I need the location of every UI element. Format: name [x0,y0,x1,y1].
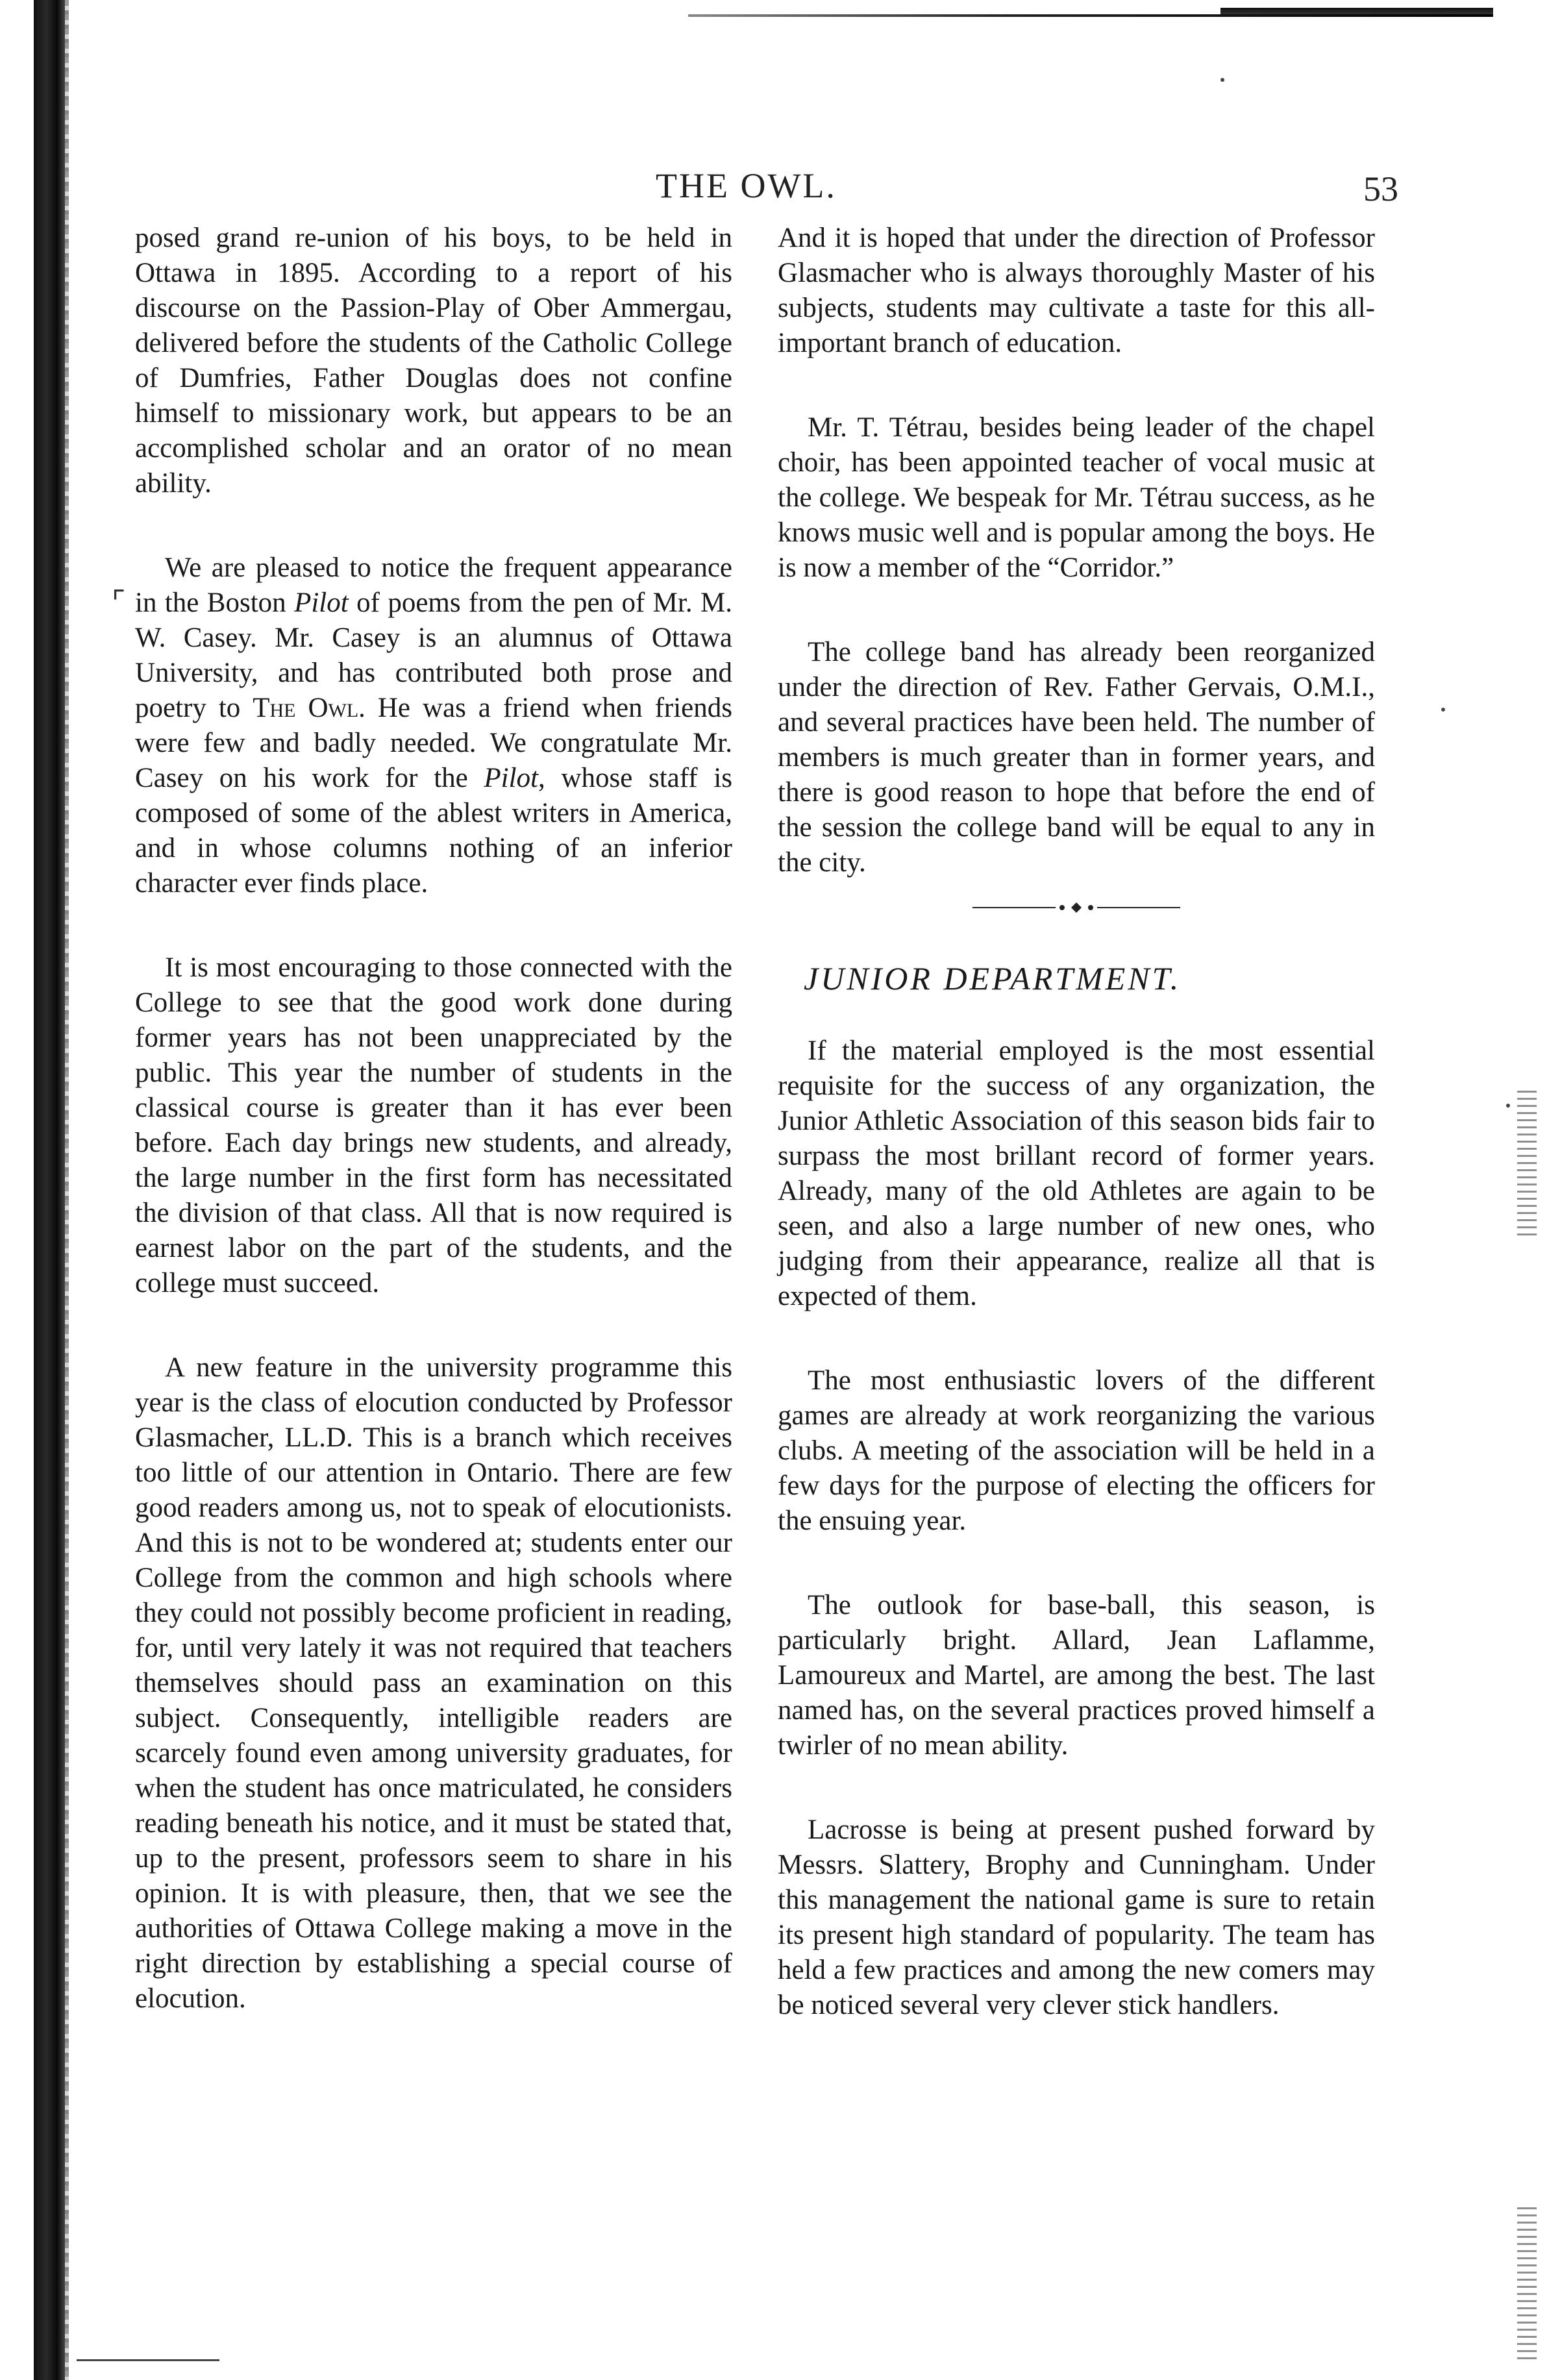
paragraph-encouraging: It is most encouraging to those connected with the College to see that the good work done during former years has not been unappreciated by the public. This year the number of students in the classical course is greater than it has ever been before. Each day brings new students, and already, the large number in the first form has necessitated the division of that class. All that is now required is earnest labor on the part of the students, and the college must succeed. [135,952,732,1298]
margin-checkmark: ⌜ [112,586,126,619]
paragraph-tetrau: Mr. T. Tétrau, besides being leader of the chapel choir, has been appointed teacher of vocal music at the college. We bespeak for Mr. Tétrau success, as he knows music well and is popular among the boys. He is now a member of the “Corridor.” [778,412,1375,583]
running-head: THE OWL. [656,166,837,205]
scan-speck [1506,1104,1510,1108]
scan-speck [1441,708,1445,712]
paragraph-lacrosse: Lacrosse is being at present pushed forward by Messrs. Slattery, Brophy and Cunningham. Under this management the national game is sure to retain its present high standard of popularity. The team has held a few practices and among the new comers may be noticed several very clever stick handlers. [778,1815,1375,2020]
section-title-junior-department: JUNIOR DEPARTMENT. [804,960,1182,997]
paragraph-athletic-association: If the material employed is the most essential requisite for the success of any organization, the Junior Athletic Association of this season bids fair to surpass the most brillant record of former years. Already, many of the old Athletes are again to be seen, and also a large number of new ones, who judging from their appearance, realize all that is expected of them. [778,1035,1375,1311]
paragraph-reunion: posed grand re-union of his boys, to be held in Ottawa in 1895. According to a report of his discourse on the Passion-Play of Ober Ammergau, delivered before the students of the Catholic College of Dumfries, Father Douglas does not confine himself to missionary work, but appears to be an accomplished scholar and an orator of no mean ability. [135,223,732,499]
bottom-scan-rule [77,2359,219,2361]
pilot-title-2: Pilot [484,763,539,793]
paragraph-casey [135,551,732,901]
casey-text-d: , whose staff is composed of some of the ablest writers in America, and in whose columns nothing of an inferior character ever finds place. [135,763,732,899]
page-binding-edge [34,0,65,2380]
top-scan-rule [688,14,1493,17]
section-divider-ornament [972,901,1180,914]
casey-text-a: We are pleased to notice the frequent appearance in the Boston [135,552,732,618]
paragraph-clubs-meeting: The most enthusiastic lovers of the different games are already at work reorganizing the various clubs. A meeting of the association will be held in a few days for the purpose of electing the officers for the ensuing year. [778,1365,1375,1536]
pilot-title: Pilot [294,588,349,618]
paragraph-baseball: The outlook for base-ball, this season, is particularly bright. Allard, Jean Laflamme, Lamoureux and Martel, are among the best. The last named has, on the several practices proved himself a twirler of no mean ability. [778,1590,1375,1761]
casey-text-c: . He was a friend when friends were few and badly needed. We congratulate Mr. Casey on his work for the [135,693,732,793]
top-scan-rule-thick [1220,8,1493,14]
left-column [135,221,732,2016]
paragraph-elocution: A new feature in the university programme this year is the class of elocution conducted by Professor Glasmacher, LL.D. This is a branch which receives too little of our attention in Ontario. There are few good readers among us, not to speak of elocutionists. And this is not to be wondered at; students enter our College from the common and high schools where they could not possibly become proficient in reading, for, until very lately it was not required that teachers themselves should pass an examination on this subject. Consequently, intelligible readers are scarcely found even among university graduates, for when the student has once matriculated, he considers reading beneath his notice, and it must be stated that, up to the present, professors seem to share in his opinion. It is with pleasure, then, that we see the authorities of Ottawa College making a move in the right direction by establishing a special course of elocution. [135,1352,732,2014]
page-binding-texture [65,0,69,2380]
owl-title: The Owl [253,693,359,723]
right-column [778,221,1375,2023]
paragraph-glasmacher: And it is hoped that under the direction of Professor Glasmacher who is always thoroughly Master of his subjects, students may cultivate a taste for this all-important branch of education. [778,223,1375,358]
scan-speck [1220,78,1224,82]
casey-text-b: of poems from the pen of Mr. M. W. Casey. Mr. Casey is an alumnus of Ottawa University, and has contributed both prose and poetry to [135,588,732,723]
paragraph-college-band: The college band has already been reorganized under the direction of Rev. Father Gervais, O.M.I., and several practices have been held. The number of members is much greater than in former years, and there is good reason to hope that before the end of the session the college band will be equal to any in the city. [778,637,1375,878]
right-margin-marks-lower [1517,2207,1537,2363]
page-number: 53 [1363,169,1398,208]
right-margin-marks [1517,1091,1537,1240]
